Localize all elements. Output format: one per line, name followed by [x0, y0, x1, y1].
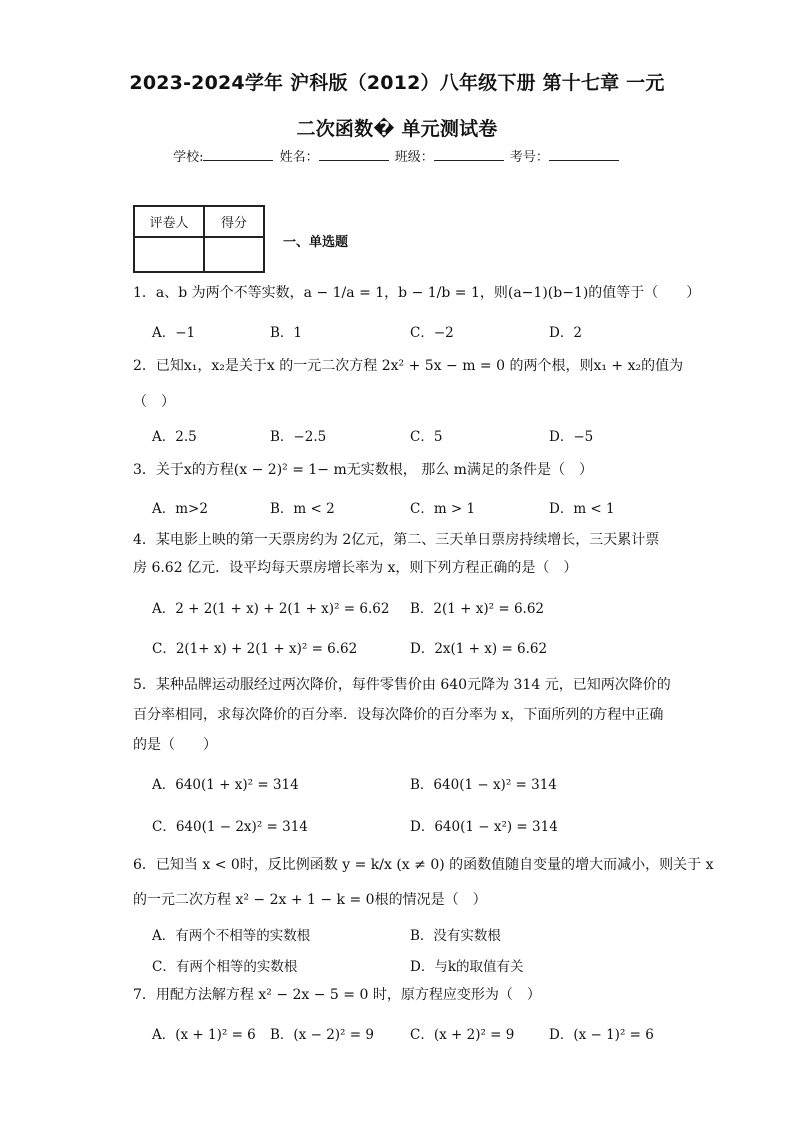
section-title: 一、单选题: [283, 235, 349, 250]
question-5-cont-2: 的是（ ）: [133, 737, 217, 753]
question-6-cont: 的一元二次方程 x² − 2x + 1 − k = 0根的情况是（ ）: [133, 892, 487, 908]
q4-option-b[interactable]: B．2(1 + x)² = 6.62: [410, 601, 545, 617]
class-label: 班级：: [394, 150, 434, 165]
q3-option-b[interactable]: B．m < 2: [270, 501, 335, 517]
q1-option-d[interactable]: D．2: [549, 325, 582, 341]
name-blank[interactable]: [319, 148, 389, 161]
q6-option-a[interactable]: A．有两个不相等的实数根: [152, 928, 311, 944]
school-blank[interactable]: [203, 148, 273, 161]
q1-option-c[interactable]: C．−2: [410, 325, 454, 341]
q7-option-b[interactable]: B．(x − 2)² = 9: [270, 1027, 374, 1043]
question-2-cont: （ ）: [133, 394, 175, 410]
q6-option-c[interactable]: C．有两个相等的实数根: [152, 959, 298, 975]
id-blank[interactable]: [549, 148, 619, 161]
q2-option-d[interactable]: D．−5: [549, 429, 594, 445]
q2-option-b[interactable]: B．−2.5: [270, 429, 327, 445]
grader-header: 评卷人: [134, 206, 204, 237]
q5-option-c[interactable]: C．640(1 − 2x)² = 314: [152, 819, 308, 835]
q3-option-d[interactable]: D．m < 1: [549, 501, 615, 517]
question-7: 7．用配方法解方程 x² − 2x − 5 = 0 时，原方程应变形为（ ）: [133, 987, 541, 1003]
score-cell[interactable]: [204, 237, 264, 272]
school-label: 学校:: [173, 150, 204, 165]
q6-option-d[interactable]: D．与k的取值有关: [410, 959, 524, 975]
q2-option-a[interactable]: A．2.5: [152, 429, 197, 445]
q3-option-c[interactable]: C．m > 1: [410, 501, 476, 517]
title-line-1: 2023-2024学年 沪科版（2012）八年级下册 第十七章 一元: [129, 72, 665, 94]
q4-option-a[interactable]: A．2 + 2(1 + x) + 2(1 + x)² = 6.62: [152, 601, 390, 617]
q7-option-d[interactable]: D．(x − 1)² = 6: [549, 1027, 654, 1043]
score-table: [133, 205, 265, 273]
q7-option-a[interactable]: A．(x + 1)² = 6: [152, 1027, 256, 1043]
question-4-cont: 房 6.62 亿元．设平均每天票房增长率为 x，则下列方程正确的是（ ）: [133, 560, 578, 576]
student-info-line: [0, 146, 794, 165]
q6-option-b[interactable]: B．没有实数根: [410, 928, 501, 944]
q5-option-d[interactable]: D．640(1 − x²) = 314: [410, 819, 558, 835]
question-6: 6．已知当 x < 0时，反比例函数 y = k/x (x ≠ 0) 的函数值随自变量的增大而减小，则关于 x: [133, 857, 714, 873]
name-label: 姓名：: [279, 150, 319, 165]
question-1: 1．a、b 为两个不等实数，a − 1/a = 1，b − 1/b = 1，则(a−1)(b−1)的值等于（ ）: [133, 285, 701, 301]
q5-option-b[interactable]: B．640(1 − x)² = 314: [410, 777, 557, 793]
question-2: 2．已知x₁，x₂是关于x 的一元二次方程 2x² + 5x − m = 0 的两个根，则x₁ + x₂的值为: [133, 358, 684, 374]
q7-option-c[interactable]: C．(x + 2)² = 9: [410, 1027, 515, 1043]
q1-option-b[interactable]: B．1: [270, 325, 303, 341]
q2-option-c[interactable]: C．5: [410, 429, 443, 445]
question-4: 4．某电影上映的第一天票房约为 2亿元，第二、三天单日票房持续增长，三天累计票: [133, 532, 660, 548]
q5-option-a[interactable]: A．640(1 + x)² = 314: [152, 777, 299, 793]
question-5-cont: 百分率相同，求每次降价的百分率．设每次降价的百分率为 x，下面所列的方程中正确: [133, 707, 664, 723]
question-3: 3．关于x的方程(x − 2)² = 1− m无实数根， 那么 m满足的条件是（ ）: [133, 462, 593, 478]
class-blank[interactable]: [434, 148, 504, 161]
title-line-2: 二次函数� 单元测试卷: [296, 118, 498, 140]
score-header: 得分: [204, 206, 264, 237]
id-label: 考号：: [509, 150, 549, 165]
grader-cell[interactable]: [134, 237, 204, 272]
q3-option-a[interactable]: A．m>2: [152, 501, 208, 517]
q4-option-c[interactable]: C．2(1+ x) + 2(1 + x)² = 6.62: [152, 641, 358, 657]
q4-option-d[interactable]: D．2x(1 + x) = 6.62: [410, 641, 548, 657]
q1-option-a[interactable]: A．−1: [152, 325, 196, 341]
question-5: 5．某种品牌运动服经过两次降价，每件零售价由 640元降为 314 元，已知两次降价的: [133, 677, 671, 693]
